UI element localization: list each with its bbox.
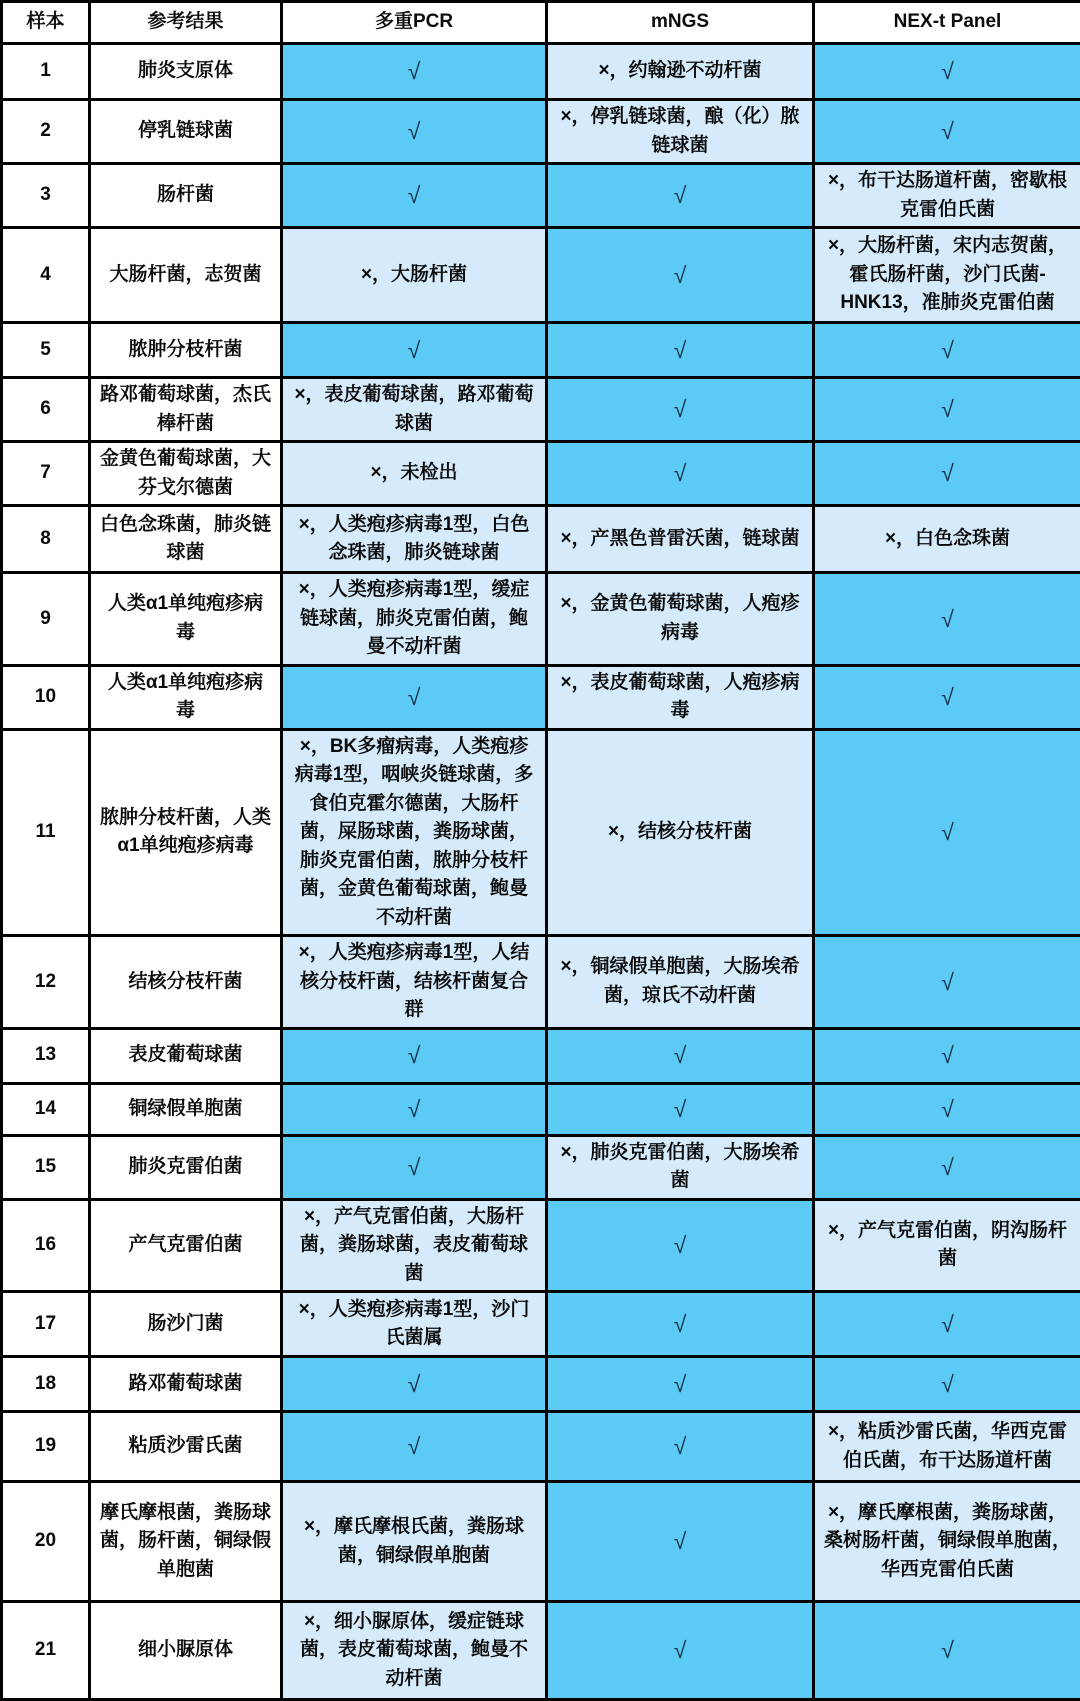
reference-cell: 铜绿假单胞菌 <box>90 1083 282 1135</box>
column-header-mngs: mNGS <box>547 2 814 44</box>
pcr-result-cell: √ <box>282 1028 547 1083</box>
next-panel-result-cell: ×，摩氏摩根菌，粪肠球菌，桑树肠杆菌，铜绿假单胞菌，华西克雷伯氏菌 <box>814 1482 1080 1602</box>
mngs-result-cell: √ <box>547 442 814 506</box>
column-header-reference: 参考结果 <box>90 2 282 44</box>
next-panel-result-cell: √ <box>814 1292 1080 1357</box>
reference-cell: 表皮葡萄球菌 <box>90 1028 282 1083</box>
table-row <box>2 936 1080 1029</box>
sample-cell: 2 <box>2 100 90 164</box>
mngs-result-cell: ×，铜绿假单胞菌，大肠埃希菌，琼氏不动杆菌 <box>547 936 814 1029</box>
column-header-next-panel: NEX-t Panel <box>814 2 1080 44</box>
next-panel-result-cell: √ <box>814 1135 1080 1199</box>
sample-cell: 5 <box>2 323 90 378</box>
reference-cell: 肠杆菌 <box>90 164 282 228</box>
pcr-result-cell: √ <box>282 44 547 100</box>
next-panel-result-cell: √ <box>814 573 1080 666</box>
pcr-result-cell: ×，大肠杆菌 <box>282 228 547 323</box>
next-panel-result-cell: ×，白色念珠菌 <box>814 506 1080 573</box>
table-row <box>2 506 1080 573</box>
pcr-result-cell: ×，人类疱疹病毒1型，缓症链球菌，肺炎克雷伯菌，鲍曼不动杆菌 <box>282 573 547 666</box>
table-row <box>2 100 1080 164</box>
pcr-result-cell: ×，人类疱疹病毒1型，沙门氏菌属 <box>282 1292 547 1357</box>
sample-cell: 9 <box>2 573 90 666</box>
sample-cell: 1 <box>2 44 90 100</box>
pcr-result-cell: ×，人类疱疹病毒1型，白色念珠菌，肺炎链球菌 <box>282 506 547 573</box>
table-body <box>2 44 1080 1700</box>
sample-cell: 12 <box>2 936 90 1029</box>
reference-cell: 肺炎支原体 <box>90 44 282 100</box>
column-header-sample: 样本 <box>2 2 90 44</box>
sample-cell: 13 <box>2 1028 90 1083</box>
table-row <box>2 378 1080 442</box>
mngs-result-cell: √ <box>547 1357 814 1412</box>
mngs-result-cell: ×，结核分枝杆菌 <box>547 729 814 936</box>
reference-cell: 细小脲原体 <box>90 1602 282 1700</box>
next-panel-result-cell: √ <box>814 729 1080 936</box>
pcr-result-cell: ×，人类疱疹病毒1型，人结核分枝杆菌，结核杆菌复合群 <box>282 936 547 1029</box>
sample-cell: 8 <box>2 506 90 573</box>
reference-cell: 肺炎克雷伯菌 <box>90 1135 282 1199</box>
mngs-result-cell: √ <box>547 1199 814 1292</box>
pcr-result-cell: √ <box>282 1083 547 1135</box>
sample-cell: 16 <box>2 1199 90 1292</box>
next-panel-result-cell: √ <box>814 936 1080 1029</box>
reference-cell: 人类α1单纯疱疹病毒 <box>90 665 282 729</box>
reference-cell: 停乳链球菌 <box>90 100 282 164</box>
reference-cell: 脓肿分枝杆菌 <box>90 323 282 378</box>
reference-cell: 脓肿分枝杆菌，人类α1单纯疱疹病毒 <box>90 729 282 936</box>
mngs-result-cell: ×，约翰逊不动杆菌 <box>547 44 814 100</box>
mngs-result-cell: ×，金黄色葡萄球菌，人疱疹病毒 <box>547 573 814 666</box>
reference-cell: 白色念珠菌，肺炎链球菌 <box>90 506 282 573</box>
pcr-result-cell: √ <box>282 164 547 228</box>
table-row <box>2 1083 1080 1135</box>
table-row <box>2 1028 1080 1083</box>
mngs-result-cell: √ <box>547 228 814 323</box>
reference-cell: 粘质沙雷氏菌 <box>90 1412 282 1482</box>
reference-cell: 大肠杆菌，志贺菌 <box>90 228 282 323</box>
table-row <box>2 1199 1080 1292</box>
table-row <box>2 665 1080 729</box>
next-panel-result-cell: √ <box>814 323 1080 378</box>
sample-cell: 19 <box>2 1412 90 1482</box>
next-panel-result-cell: √ <box>814 1028 1080 1083</box>
pcr-result-cell: ×，产气克雷伯菌，大肠杆菌，粪肠球菌，表皮葡萄球菌 <box>282 1199 547 1292</box>
pcr-result-cell: √ <box>282 323 547 378</box>
table-row <box>2 729 1080 936</box>
pcr-result-cell: √ <box>282 1357 547 1412</box>
pcr-result-cell: √ <box>282 665 547 729</box>
sample-cell: 4 <box>2 228 90 323</box>
table-row <box>2 1135 1080 1199</box>
reference-cell: 路邓葡萄球菌，杰氏棒杆菌 <box>90 378 282 442</box>
sample-cell: 21 <box>2 1602 90 1700</box>
mngs-result-cell: ×，停乳链球菌，酿（化）脓链球菌 <box>547 100 814 164</box>
sample-cell: 20 <box>2 1482 90 1602</box>
mngs-result-cell: √ <box>547 1482 814 1602</box>
sample-cell: 7 <box>2 442 90 506</box>
next-panel-result-cell: √ <box>814 665 1080 729</box>
sample-cell: 15 <box>2 1135 90 1199</box>
table-row <box>2 442 1080 506</box>
pcr-result-cell: √ <box>282 100 547 164</box>
sample-cell: 11 <box>2 729 90 936</box>
mngs-result-cell: ×，产黑色普雷沃菌，链球菌 <box>547 506 814 573</box>
mngs-result-cell: √ <box>547 1083 814 1135</box>
table-row <box>2 1602 1080 1700</box>
next-panel-result-cell: ×，粘质沙雷氏菌，华西克雷伯氏菌，布干达肠道杆菌 <box>814 1412 1080 1482</box>
sample-cell: 17 <box>2 1292 90 1357</box>
reference-cell: 人类α1单纯疱疹病毒 <box>90 573 282 666</box>
pcr-result-cell: √ <box>282 1135 547 1199</box>
mngs-result-cell: √ <box>547 1602 814 1700</box>
table-row <box>2 323 1080 378</box>
pcr-result-cell: ×，细小脲原体，缓症链球菌，表皮葡萄球菌，鲍曼不动杆菌 <box>282 1602 547 1700</box>
table-row <box>2 1412 1080 1482</box>
next-panel-result-cell: √ <box>814 100 1080 164</box>
sample-cell: 6 <box>2 378 90 442</box>
reference-cell: 金黄色葡萄球菌，大芬戈尔德菌 <box>90 442 282 506</box>
next-panel-result-cell: √ <box>814 1602 1080 1700</box>
next-panel-result-cell: √ <box>814 442 1080 506</box>
next-panel-result-cell: √ <box>814 1083 1080 1135</box>
sample-cell: 10 <box>2 665 90 729</box>
reference-cell: 肠沙门菌 <box>90 1292 282 1357</box>
table-row <box>2 1357 1080 1412</box>
mngs-result-cell: √ <box>547 378 814 442</box>
next-panel-result-cell: ×，产气克雷伯菌，阴沟肠杆菌 <box>814 1199 1080 1292</box>
pcr-result-cell: ×，表皮葡萄球菌，路邓葡萄球菌 <box>282 378 547 442</box>
next-panel-result-cell: ×，布干达肠道杆菌，密歇根克雷伯氏菌 <box>814 164 1080 228</box>
table-row <box>2 228 1080 323</box>
mngs-result-cell: √ <box>547 1028 814 1083</box>
table-row <box>2 44 1080 100</box>
reference-cell: 产气克雷伯菌 <box>90 1199 282 1292</box>
next-panel-result-cell: ×，大肠杆菌，宋内志贺菌，霍氏肠杆菌，沙门氏菌-HNK13，准肺炎克雷伯菌 <box>814 228 1080 323</box>
mngs-result-cell: ×，表皮葡萄球菌，人疱疹病毒 <box>547 665 814 729</box>
pcr-result-cell: ×，摩氏摩根氏菌，粪肠球菌，铜绿假单胞菌 <box>282 1482 547 1602</box>
reference-cell: 路邓葡萄球菌 <box>90 1357 282 1412</box>
table-row <box>2 1482 1080 1602</box>
pcr-result-cell: √ <box>282 1412 547 1482</box>
next-panel-result-cell: √ <box>814 378 1080 442</box>
mngs-result-cell: √ <box>547 1412 814 1482</box>
reference-cell: 结核分枝杆菌 <box>90 936 282 1029</box>
mngs-result-cell: √ <box>547 323 814 378</box>
table-row <box>2 573 1080 666</box>
sample-cell: 3 <box>2 164 90 228</box>
pcr-result-cell: ×，未检出 <box>282 442 547 506</box>
table-row <box>2 1292 1080 1357</box>
mngs-result-cell: ×，肺炎克雷伯菌，大肠埃希菌 <box>547 1135 814 1199</box>
column-header-pcr: 多重PCR <box>282 2 547 44</box>
mngs-result-cell: √ <box>547 1292 814 1357</box>
table-row <box>2 164 1080 228</box>
next-panel-result-cell: √ <box>814 1357 1080 1412</box>
pcr-result-cell: ×，BK多瘤病毒，人类疱疹病毒1型，咽峡炎链球菌，多食伯克霍尔德菌，大肠杆菌，屎肠球菌，粪肠球菌，肺炎克雷伯菌，脓肿分枝杆菌，金黄色葡萄球菌，鲍曼不动杆菌 <box>282 729 547 936</box>
mngs-result-cell: √ <box>547 164 814 228</box>
sample-cell: 18 <box>2 1357 90 1412</box>
header-row <box>2 2 1080 44</box>
reference-cell: 摩氏摩根菌，粪肠球菌，肠杆菌，铜绿假单胞菌 <box>90 1482 282 1602</box>
table-header <box>2 2 1080 44</box>
next-panel-result-cell: √ <box>814 44 1080 100</box>
sample-cell: 14 <box>2 1083 90 1135</box>
